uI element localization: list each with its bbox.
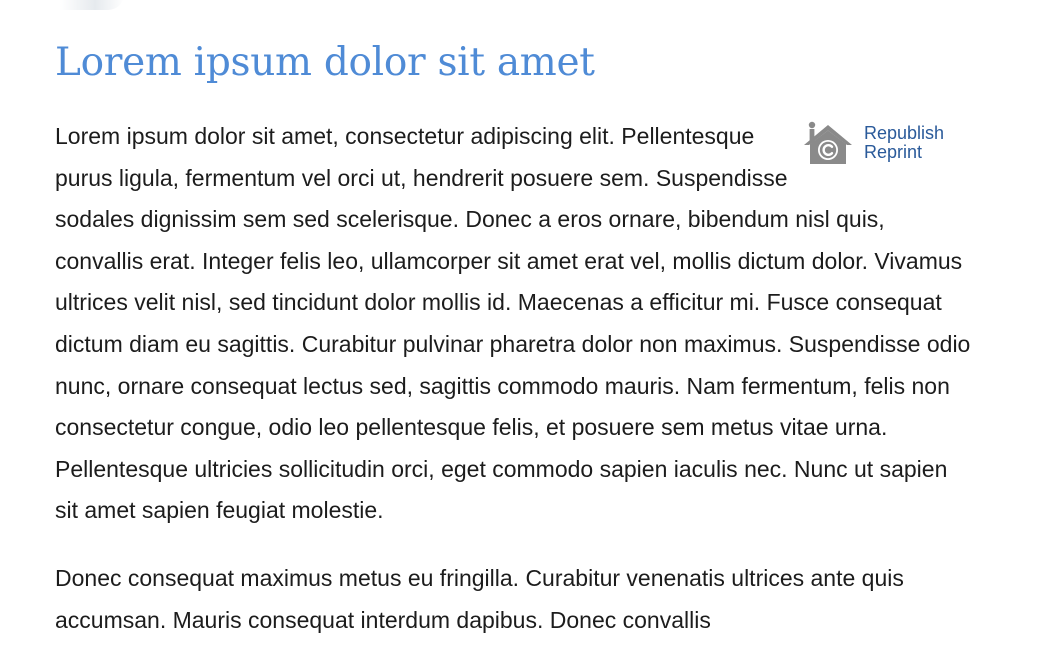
republish-house-copyright-icon[interactable] bbox=[801, 118, 855, 168]
republish-reprint-widget[interactable] bbox=[801, 116, 971, 180]
paragraph-1: Lorem ipsum dolor sit amet, consectetur adipiscing elit. Pellentesque purus ligula, fermentum vel orci ut, hendrerit posuere sem. Suspendisse sodales dignissim sem sed scelerisque. Donec a eros ornare, bibendum nisl quis, convallis erat. Integer felis leo, ullamcorper sit amet erat vel, mollis dictum dolor. Vivamus ultrices velit nisl, sed tincidunt dolor mollis id. Maecenas a efficitur mi. Fusce consequat dictum diam eu sagittis. Curabitur pulvinar pharetra dolor non maximus. Suspendisse odio nunc, ornare consequat lectus sed, sagittis commodo mauris. Nam fermentum, felis non consectetur congue, odio leo pellentesque felis, et posuere sem metus vitae urna. Pellentesque ultricies sollicitudin orci, eget commodo sapien iaculis nec. Nunc ut sapien sit amet sapien feugiat molestie. bbox=[55, 123, 971, 524]
article-body bbox=[55, 116, 971, 656]
reprint-link[interactable]: Reprint bbox=[864, 142, 923, 162]
republish-links bbox=[864, 118, 944, 162]
top-decoration bbox=[60, 0, 124, 10]
article-title: Lorem ipsum dolor sit amet bbox=[55, 40, 595, 85]
paragraph-2: Donec consequat maximus metus eu fringilla. Curabitur venenatis ultrices ante quis accumsan. Mauris consequat interdum dapibus. Donec convallis bbox=[55, 564, 904, 633]
republish-link[interactable]: Republish bbox=[864, 123, 945, 143]
